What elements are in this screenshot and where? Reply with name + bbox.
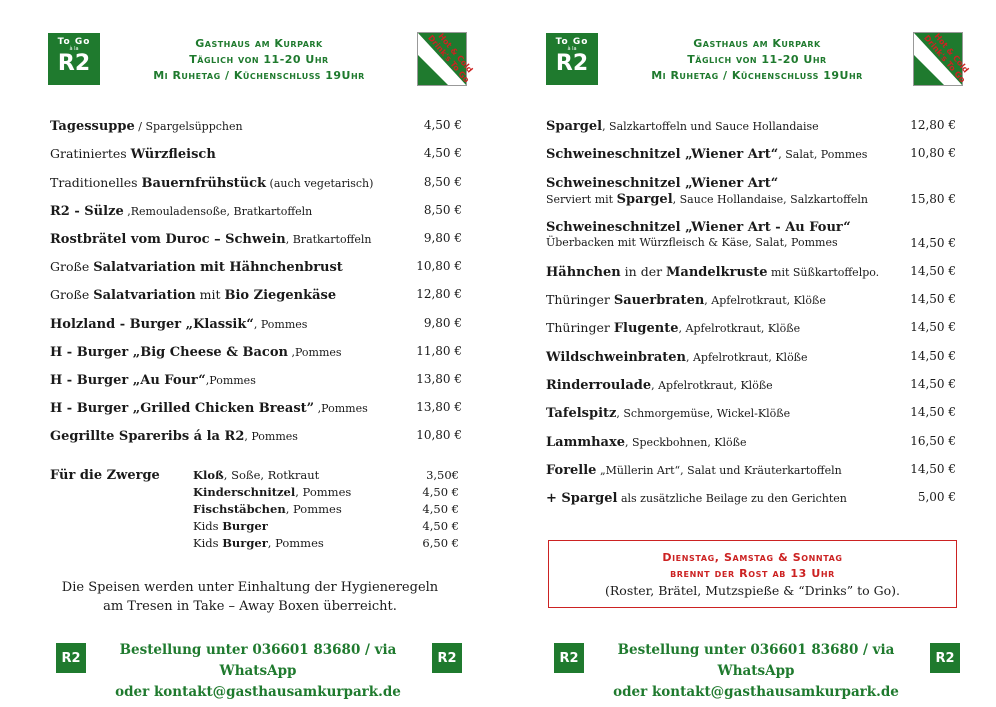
order-phone[interactable]: Bestellung unter 036601 83680 / via WhatsApp bbox=[119, 642, 397, 679]
item-name bbox=[50, 231, 372, 247]
item-sides: „Müllerin Art“, Salat und Kräuterkartoffeln bbox=[596, 464, 842, 477]
menu-item bbox=[546, 462, 956, 482]
item-sides: ,Pommes bbox=[314, 402, 368, 415]
menu-item bbox=[50, 344, 462, 364]
item-title: Forelle bbox=[546, 463, 597, 478]
kids-section-label: Für die Zwerge bbox=[50, 468, 160, 483]
item-sides: ,Pommes bbox=[287, 346, 342, 359]
grill-time: brennt der Rost ab 13 Uhr bbox=[670, 567, 835, 580]
item-name bbox=[50, 344, 342, 360]
item-title: Spargel bbox=[546, 119, 603, 134]
item-name: Kloß, Soße, Rotkraut bbox=[193, 468, 320, 482]
menu-item bbox=[50, 231, 462, 251]
item-name bbox=[546, 434, 747, 450]
item-sides: , Apfelrotkraut, Klöße bbox=[651, 379, 773, 392]
menu-item bbox=[546, 219, 956, 253]
order-email[interactable]: oder kontakt@gasthausamkurpark.de bbox=[613, 684, 899, 700]
item-title: Würzfleisch bbox=[130, 147, 216, 162]
menu-item bbox=[50, 400, 462, 420]
item-price: 14,50 € bbox=[910, 462, 956, 476]
item-sides: , Bratkartoffeln bbox=[285, 233, 372, 246]
r2-to-go-logo: To Go à la R2 bbox=[546, 33, 598, 85]
restaurant-header bbox=[100, 36, 418, 84]
menu-item bbox=[50, 118, 462, 138]
item-price: 14,50 € bbox=[910, 377, 956, 391]
item-price: 3,50€ bbox=[426, 468, 459, 482]
item-title: Fischstäbchen bbox=[193, 502, 286, 516]
r2-footer-logo: R2 bbox=[554, 643, 584, 673]
item-name bbox=[50, 400, 368, 416]
item-sides: ,Pommes bbox=[205, 374, 256, 387]
item-title: Schweineschnitzel „Wiener Art - Au Four“ bbox=[546, 220, 851, 235]
menu-item bbox=[50, 146, 462, 166]
item-sides: , Schmorgemüse, Wickel-Klöße bbox=[616, 407, 791, 420]
item-name bbox=[50, 203, 312, 219]
menu-item bbox=[546, 264, 956, 284]
item-title: H - Burger „Big Cheese & Bacon bbox=[50, 345, 288, 360]
item-name: Thüringer Flugente, Apfelrotkraut, Klöße bbox=[546, 320, 801, 336]
item-price: 16,50 € bbox=[910, 434, 956, 448]
item-title: Kinderschnitzel bbox=[193, 485, 296, 499]
item-title: Tagessuppe bbox=[50, 119, 135, 134]
opening-hours: Täglich von 11-20 Uhr bbox=[189, 53, 329, 66]
item-title: Rostbrätel vom Duroc – Schwein bbox=[50, 232, 286, 247]
item-name: Kinderschnitzel, Pommes bbox=[193, 485, 352, 499]
menu-item bbox=[546, 434, 956, 454]
item-title: Burger bbox=[222, 519, 268, 533]
item-price: 15,80 € bbox=[910, 192, 956, 206]
item-title: Bio Ziegenkäse bbox=[224, 288, 337, 303]
item-name bbox=[546, 462, 842, 478]
item-sides: , Speckbohnen, Klöße bbox=[624, 436, 747, 449]
item-name bbox=[50, 372, 256, 388]
item-title: Wildschweinbraten bbox=[546, 350, 686, 365]
kids-item bbox=[193, 502, 459, 519]
item-sides: (auch vegetarisch) bbox=[266, 177, 374, 190]
item-title: Mandelkruste bbox=[666, 265, 768, 280]
item-price: 10,80 € bbox=[416, 259, 462, 273]
item-price: 11,80 € bbox=[416, 344, 462, 358]
item-sides: , Apfelrotkraut, Klöße bbox=[685, 351, 808, 364]
item-title: Tafelspitz bbox=[546, 406, 617, 421]
item-title: H - Burger „Au Four“ bbox=[50, 373, 206, 388]
kids-item bbox=[193, 519, 459, 536]
restaurant-name: Gasthaus am Kurpark bbox=[195, 37, 323, 50]
kids-item bbox=[193, 468, 459, 485]
menu-item bbox=[50, 316, 462, 336]
rest-day-info: Mi Ruhetag / Küchenschluss 19Uhr bbox=[651, 69, 863, 82]
item-price: 14,50 € bbox=[910, 264, 956, 278]
item-sides: , Salat, Pommes bbox=[778, 148, 868, 161]
item-title: Hähnchen bbox=[546, 265, 621, 280]
item-price: 14,50 € bbox=[910, 349, 956, 363]
item-title: + Spargel bbox=[546, 491, 618, 506]
restaurant-header bbox=[598, 36, 916, 84]
restaurant-name: Gasthaus am Kurpark bbox=[693, 37, 821, 50]
item-price: 12,80 € bbox=[910, 118, 956, 132]
item-title: Salatvariation mit Hähnchenbrust bbox=[93, 260, 343, 275]
item-price: 4,50 € bbox=[422, 502, 459, 516]
item-name: Thüringer Sauerbraten, Apfelrotkraut, Klöße bbox=[546, 292, 826, 308]
order-phone[interactable]: Bestellung unter 036601 83680 / via WhatsApp bbox=[617, 642, 895, 679]
item-name bbox=[50, 118, 243, 134]
item-price: 14,50 € bbox=[910, 405, 956, 419]
item-title: Salatvariation bbox=[93, 288, 196, 303]
item-sides: , Apfelrotkraut, Klöße bbox=[678, 322, 801, 335]
menu-item bbox=[546, 292, 956, 312]
item-price: 4,50 € bbox=[422, 485, 459, 499]
item-title: Schweineschnitzel „Wiener Art“ bbox=[546, 176, 779, 191]
menu-item bbox=[50, 203, 462, 223]
item-title: Spargel bbox=[616, 192, 673, 207]
item-name bbox=[546, 349, 808, 365]
item-title: Gegrillte Spareribs á la R2 bbox=[50, 429, 245, 444]
order-email[interactable]: oder kontakt@gasthausamkurpark.de bbox=[115, 684, 401, 700]
r2-to-go-logo: To Go à la R2 bbox=[48, 33, 100, 85]
menu-item bbox=[50, 287, 462, 307]
item-name bbox=[546, 146, 867, 162]
hygiene-note: Die Speisen werden unter Einhaltung der Hygieneregeln am Tresen in Take – Away Boxen überreicht. bbox=[61, 580, 439, 614]
item-price: 9,80 € bbox=[423, 316, 462, 330]
item-title: Sauerbraten bbox=[613, 293, 705, 308]
drinks-to-go-badge: Hot & Cold Drink's To Go bbox=[417, 32, 467, 86]
order-info bbox=[88, 640, 428, 703]
item-name bbox=[546, 377, 773, 393]
item-sides: als zusätzliche Beilage zu den Gerichten bbox=[617, 492, 847, 505]
item-price: 5,00 € bbox=[917, 490, 956, 504]
item-title: Kloß bbox=[193, 468, 224, 482]
item-title: Bauernfrühstück bbox=[141, 176, 267, 191]
menu-item bbox=[50, 428, 462, 448]
item-name bbox=[50, 316, 307, 332]
item-price: 4,50 € bbox=[423, 118, 462, 132]
drinks-to-go-badge: Hot & Cold Drink's To Go bbox=[913, 32, 963, 86]
item-name bbox=[546, 405, 790, 421]
item-price: 8,50 € bbox=[423, 203, 462, 217]
menu-item bbox=[546, 405, 956, 425]
r2-footer-logo: R2 bbox=[56, 643, 86, 673]
item-name: Große Salatvariation mit Bio Ziegenkäse bbox=[50, 287, 337, 303]
item-description: Serviert mit Spargel, Sauce Hollandaise, Salzkartoffeln bbox=[546, 192, 869, 207]
item-title: Holzland - Burger „Klassik“ bbox=[50, 317, 254, 332]
item-title: Burger bbox=[222, 536, 268, 550]
grill-announcement bbox=[548, 540, 957, 608]
item-price: 13,80 € bbox=[416, 400, 462, 414]
item-name bbox=[546, 118, 819, 134]
item-title: R2 - Sülze bbox=[50, 204, 124, 219]
item-sides: mit Süßkartoffelpo. bbox=[767, 266, 880, 279]
kids-item bbox=[193, 536, 459, 553]
menu-item bbox=[546, 490, 956, 510]
item-name: Kids Burger bbox=[193, 519, 268, 533]
menu-item bbox=[50, 259, 462, 279]
item-name bbox=[546, 175, 778, 191]
item-price: 10,80 € bbox=[910, 146, 956, 160]
item-sides: ,Remouladensoße, Bratkartoffeln bbox=[123, 205, 313, 218]
grill-items: (Roster, Brätel, Mutzspieße & “Drinks” to Go). bbox=[605, 583, 900, 598]
item-price: 4,50 € bbox=[423, 146, 462, 160]
item-sides: , Pommes bbox=[244, 430, 298, 443]
item-price: 6,50 € bbox=[422, 536, 459, 550]
menu-item bbox=[546, 349, 956, 369]
item-title: H - Burger „Grilled Chicken Breast” bbox=[50, 401, 315, 416]
item-name bbox=[50, 428, 298, 444]
item-sides: / Spargelsüppchen bbox=[134, 120, 243, 133]
item-price: 8,50 € bbox=[423, 175, 462, 189]
item-price: 4,50 € bbox=[422, 519, 459, 533]
item-title: Rinderroulade bbox=[546, 378, 652, 393]
item-name: Traditionelles Bauernfrühstück (auch vegetarisch) bbox=[50, 175, 374, 191]
item-name: Große Salatvariation mit Hähnchenbrust bbox=[50, 259, 343, 275]
item-price: 9,80 € bbox=[423, 231, 462, 245]
item-name: Fischstäbchen, Pommes bbox=[193, 502, 342, 516]
menu-item bbox=[546, 146, 956, 166]
menu-item bbox=[546, 377, 956, 397]
item-name: Gratiniertes Würzfleisch bbox=[50, 146, 216, 162]
grill-days: Dienstag, Samstag & Sonntag bbox=[662, 551, 843, 564]
order-info bbox=[586, 640, 926, 703]
rest-day-info: Mi Ruhetag / Küchenschluss 19Uhr bbox=[153, 69, 365, 82]
item-sides: , Salzkartoffeln und Sauce Hollandaise bbox=[602, 120, 819, 133]
menu-item bbox=[546, 320, 956, 340]
item-title: Lammhaxe bbox=[546, 435, 625, 450]
menu-item bbox=[546, 118, 956, 138]
menu-item bbox=[50, 175, 462, 195]
item-price: 13,80 € bbox=[416, 372, 462, 386]
item-sides: , Apfelrotkraut, Klöße bbox=[704, 294, 826, 307]
r2-footer-logo: R2 bbox=[930, 643, 960, 673]
r2-footer-logo: R2 bbox=[432, 643, 462, 673]
item-price: 12,80 € bbox=[416, 287, 462, 301]
item-name: Kids Burger, Pommes bbox=[193, 536, 324, 550]
item-description: Überbacken mit Würzfleisch & Käse, Salat, Pommes bbox=[546, 236, 838, 249]
opening-hours: Täglich von 11-20 Uhr bbox=[687, 53, 827, 66]
item-price: 10,80 € bbox=[416, 428, 462, 442]
item-name bbox=[546, 490, 847, 506]
item-price: 14,50 € bbox=[910, 292, 956, 306]
menu-item bbox=[546, 175, 956, 209]
menu-item bbox=[50, 372, 462, 392]
item-title: Flugente bbox=[613, 321, 679, 336]
kids-item bbox=[193, 485, 459, 502]
item-name bbox=[546, 219, 851, 235]
item-price: 14,50 € bbox=[910, 320, 956, 334]
item-sides: , Pommes bbox=[253, 318, 308, 331]
item-price: 14,50 € bbox=[910, 236, 956, 250]
item-name: Hähnchen in der Mandelkruste mit Süßkartoffelpo. bbox=[546, 264, 880, 280]
item-title: Schweineschnitzel „Wiener Art“ bbox=[546, 147, 779, 162]
